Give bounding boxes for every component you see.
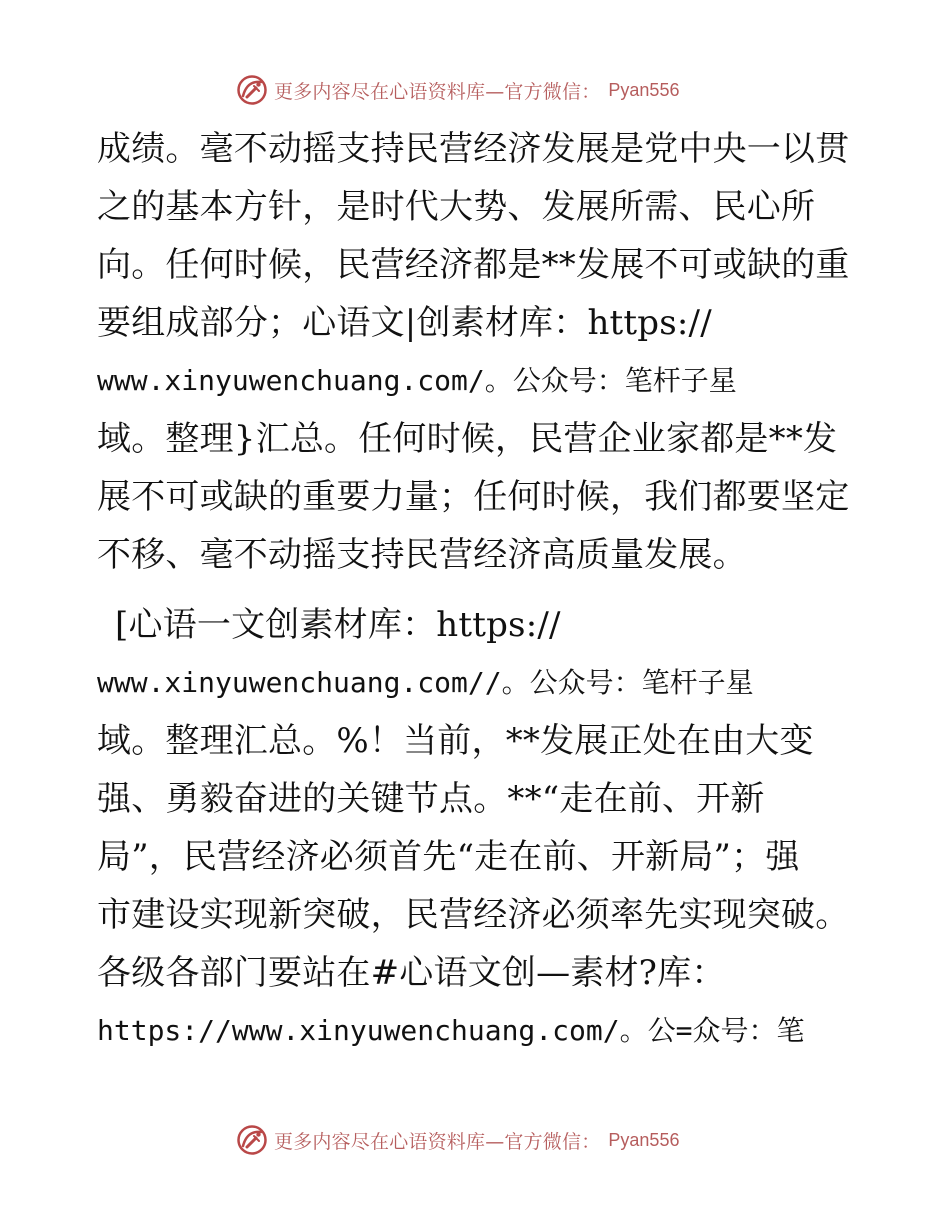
text-line: www.xinyuwenchuang.com/。公众号：笔杆子星 <box>97 364 737 397</box>
paragraph-gap <box>97 584 857 596</box>
red-seal-logo-icon <box>236 74 268 106</box>
text-line: 不移、毫不动摇支持民营经济高质量发展。 <box>97 535 747 575</box>
watermark-id: Pyan556 <box>608 79 680 100</box>
text-line: www.xinyuwenchuang.com//。公众号：笔杆子星 <box>97 666 754 699</box>
watermark-id: Pyan556 <box>608 1129 680 1150</box>
text-line: 向。任何时候，民营经济都是**发展不可或缺的重 <box>97 245 850 285</box>
document-body <box>97 120 857 1060</box>
text-line: [心语一文创素材库：https:// <box>115 605 561 645</box>
text-line: 要组成部分；心语文|创素材库：https:// <box>97 303 712 343</box>
text-line: 之的基本方针，是时代大势、发展所需、民心所 <box>97 187 816 227</box>
paragraph-2 <box>97 596 857 1060</box>
text-line: 局”，民营经济必须首先“走在前、开新局”；强 <box>97 837 800 877</box>
red-seal-logo-icon <box>236 1124 268 1156</box>
text-line: 域。整理汇总。%！当前，**发展正处在由大变 <box>97 721 814 761</box>
text-line: 市建设实现新突破，民营经济必须率先实现突破。 <box>97 895 850 935</box>
watermark-text: 更多内容尽在心语资料库—官方微信： <box>274 1130 601 1153</box>
text-line: https://www.xinyuwenchuang.com/。公=众号：笔 <box>97 1014 805 1047</box>
text-line: 各级各部门要站在#心语文创—素材?库： <box>97 953 726 993</box>
paragraph-1 <box>97 120 857 584</box>
text-line: 成绩。毫不动摇支持民营经济发展是党中央一以贯 <box>97 129 850 169</box>
watermark-text: 更多内容尽在心语资料库—官方微信： <box>274 80 601 103</box>
text-line: 强、勇毅奋进的关键节点。**“走在前、开新 <box>97 779 765 819</box>
text-line: 域。整理}汇总。任何时候，民营企业家都是**发 <box>97 419 838 459</box>
text-line: 展不可或缺的重要力量；任何时候，我们都要坚定 <box>97 477 850 517</box>
header-watermark <box>236 73 679 107</box>
footer-watermark <box>236 1123 679 1157</box>
